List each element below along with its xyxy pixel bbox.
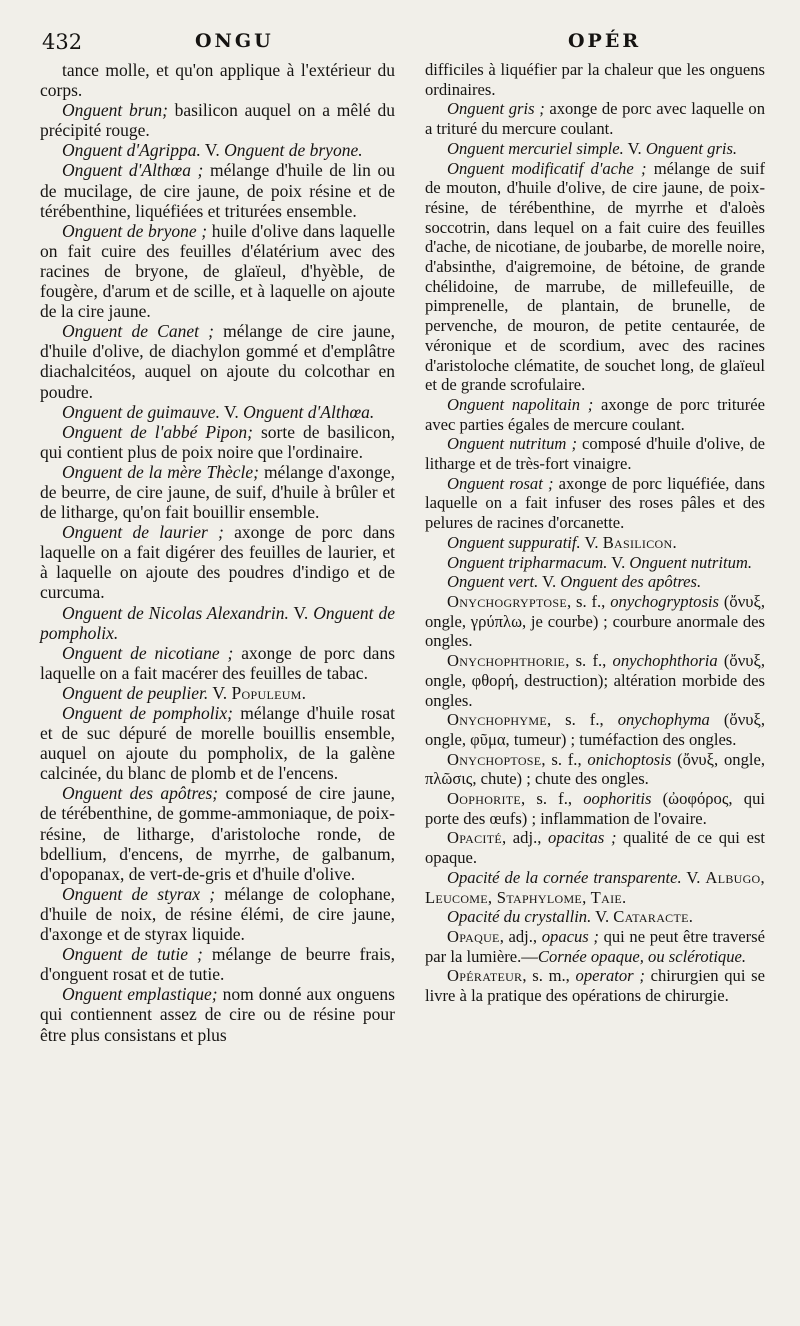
entry-text: mélange de colophane, d'huile de noix, de résine élémi, de cire jaune, d'axonge et de styrax liquide. [40,883,395,945]
entry-text: composé d'huile d'olive, de litharge et de très-fort vinaigre. [425,434,765,474]
dictionary-entry [425,572,765,592]
entry-headword: Onguent vert. [447,572,539,592]
entry-text: V. [591,907,614,927]
dictionary-entry [425,395,765,434]
entry-headword: Onguent de bryone ; [62,220,208,241]
dictionary-entry [425,966,765,1005]
entry-headword: Onguent de peuplier. [62,682,209,703]
dictionary-entry [40,60,395,100]
entry-latin-term: oophoritis [583,789,652,809]
dictionary-entry [425,710,765,749]
running-head-left: ONGU [195,30,274,52]
entry-headword: Onguent mercuriel simple. [447,138,624,158]
entry-headword: Onguent d'Althœa ; [62,160,204,181]
entry-text: axonge de porc triturée avec parties égales de mercure coulant. [425,394,765,434]
dictionary-entry [425,828,765,867]
entry-text: , s. f., [521,789,584,809]
dictionary-entry [40,422,395,462]
entry-headword: Onguent gris ; [447,99,545,119]
dictionary-entry [40,984,395,1044]
entry-text: V. [681,867,706,887]
page-header [40,30,790,60]
entry-headword: Onychogryptose [447,591,567,611]
entry-definition: chirurgien qui se livre à la pratique des opérations de chirurgie. [425,966,765,1006]
entry-text: , s. m., [522,966,576,986]
dictionary-entry [40,643,395,683]
entry-text: V. [538,572,561,592]
entry-definition: (ὄνυξ, ongle, φθορή, destruction); altération morbide des ongles. [425,651,765,710]
entry-text: V. [580,532,603,552]
entry-definition: qualité de ce qui est opaque. [425,828,766,868]
dictionary-entry [425,159,765,395]
entry-text: axonge de porc dans laquelle on a fait digérer des feuilles de laurier, et à laquelle on ajoute des poudres d'indigo et de curcuma. [40,522,395,603]
entry-text: , adj., [501,828,549,848]
entry-text: V. [219,401,244,422]
dictionary-entry [40,944,395,984]
dictionary-entry [40,321,395,401]
entry-headword: Onguent de Canet ; [62,321,214,342]
dictionary-entry [40,522,395,602]
dictionary-entry [40,703,395,783]
entry-text: nom donné aux onguens qui contiennent assez de cire ou de résine pour être plus consistans et plus [40,984,395,1045]
dictionary-entry [425,789,765,828]
entry-text: difficiles à liquéfier par la chaleur que les onguens ordinaires. [425,60,765,99]
page-number: 432 [42,30,83,54]
entry-headword: Onguent emplastique; [62,984,218,1005]
dictionary-entry [425,750,765,789]
entry-text: sorte de basilicon, qui contient plus de poix noire que l'ordinaire. [40,421,395,462]
entry-headword: Onguent de la mère Thècle; [62,461,259,482]
dictionary-entry [40,221,395,321]
entry-cross-reference: Onguent de bryone. [224,140,363,161]
entry-headword: Onguent tripharmacum. [447,552,608,572]
dictionary-entry [40,160,395,220]
entry-text: mélange de beurre frais, d'onguent rosat et de tutie. [40,944,395,985]
entry-headword: Onguent de nicotiane ; [62,642,234,663]
entry-text: mélange d'huile de lin ou de mucilage, de cire jaune, de poix résine et de térébenthine, liquéfiées et triturées ensemble. [40,160,395,221]
entry-headword: Opérateur [447,966,523,986]
entry-text: , s. f., [565,651,613,671]
entry-headword: Onguent de l'abbé Pipon; [62,421,253,442]
entry-definition: (ὄνυξ, ongle, φῦμα, tumeur) ; tuméfaction des ongles. [425,710,765,749]
dictionary-entry [425,434,765,473]
entry-text: V. [607,552,630,572]
entry-headword: Onguent des apôtres; [62,783,219,804]
dictionary-entry [425,651,765,710]
dictionary-entry [425,868,765,907]
entry-headword: Onguent de pompholix; [62,703,234,723]
entry-headword: Onguent suppuratif. [447,532,581,552]
entry-headword: Oophorite [447,789,522,809]
entry-cross-reference: Cataracte. [613,907,694,927]
dictionary-entry [425,553,765,573]
entry-definition: (ὄνυξ, ongle, πλῶσις, chute) ; chute des ongles. [425,749,765,789]
entry-headword: Onguent de styrax ; [62,883,216,904]
dictionary-entry [425,99,765,138]
entry-latin-term: onychophthoria [612,651,718,671]
entry-text: , s. f., [546,710,618,730]
entry-cross-reference: Onguent nutritum. [629,552,753,572]
entry-cross-reference: Basilicon. [602,532,677,552]
entry-text: axonge de porc liquéfiée, dans laquelle on a fait infuser des roses pâles et des pelures de racines d'orcanette. [425,473,765,533]
entry-text: basilicon auquel on a mêlé du précipité rouge. [40,100,395,141]
entry-cross-reference: Onguent gris. [645,138,738,158]
right-column [425,60,765,1006]
entry-cross-reference: Onguent de pompholix. [40,602,395,643]
entry-headword: Onychophthorie [447,651,566,671]
entry-headword: Opacité du crystallin. [447,907,592,927]
entry-headword: Onguent nutritum ; [447,434,577,454]
dictionary-entry [40,783,395,883]
dictionary-entry [425,592,765,651]
entry-headword: Onguent de Nicolas Alexandrin. [62,602,289,623]
entry-text: mélange d'huile rosat et de suc dépuré de morelle bouillis ensemble, auquel on ajoute du pompholix, de la galène calcinée, du blanc de plomb et de l'encens. [40,703,395,784]
dictionary-entry [40,100,395,140]
entry-headword: Onguent napolitain ; [447,394,594,414]
entry-latin-term: operator ; [575,966,645,986]
entry-text: mélange d'axonge, de beurre, de cire jaune, de suif, d'huile à brûler et de litharge, qu'on fait bouillir ensemble. [40,461,395,523]
entry-latin-term: onychogryptosis [610,591,720,611]
entry-headword: Onguent rosat ; [447,473,554,493]
dictionary-entry [425,927,765,966]
entry-text: mélange de suif de mouton, d'huile d'olive, de cire jaune, de poix-résine, de térébenthine, de myrrhe et d'aloès soccotrin, dans lequel on a fait cuire des feuilles d'ache, de nicotiane, de joubarbe, de morelle noire, d'absinthe, d'aigremoine, de bétoine, de grande chélidoine, de marrube, de millefeuille, de pimprenelle, de plantain, de brunelle, de pervenche, de mouron, de petite centaurée, de véronique et de scordium, avec des racines d'aristoloche clématite, de souchet long, de glaïeul et de grande scrofulaire. [425,158,765,395]
entry-headword: Onguent de guimauve. [62,401,220,422]
entry-text: axonge de porc avec laquelle on a trituré du mercure coulant. [425,99,765,139]
entry-text: V. [208,682,232,703]
dictionary-entry [40,884,395,944]
entry-latin-term: opacitas ; [548,828,617,848]
running-head-right: OPÉR [568,30,642,52]
entry-cross-reference: Onguent d'Althœa. [243,401,375,422]
entry-cross-reference: Populeum. [231,682,307,703]
entry-latin-term: opacus ; [541,926,599,946]
entry-text: , adj., [499,926,542,946]
entry-headword: Onguent brun; [62,100,168,121]
entry-latin-term: onychophyma [617,710,710,730]
entry-definition: (ὠοφόρος, qui porte des œufs) ; inflammation de l'ovaire. [425,789,765,828]
entry-cross-reference: Cornée opaque, ou sclérotique. [537,946,747,966]
entry-cross-reference: Albugo, Leucome, Staphylome, Taie. [425,867,765,907]
dictionary-entry [425,60,765,99]
entry-cross-reference: Onguent des apôtres. [560,572,702,592]
entry-headword: Onychophyme [447,710,547,730]
entry-headword: Opaque [447,926,500,946]
entry-text: V. [623,138,646,158]
dictionary-entry [40,462,395,522]
entry-text: axonge de porc dans laquelle on a fait macérer des feuilles de tabac. [40,642,395,683]
dictionary-entry [425,474,765,533]
dictionary-entry [425,533,765,553]
entry-text: mélange de cire jaune, d'huile d'olive, de diachylon gommé et d'emplâtre diachalcitéos, auquel on ajoute du colcothar en poudre. [40,321,395,402]
entry-latin-term: onichoptosis [587,749,672,769]
entry-headword: Onguent de tutie ; [62,944,203,965]
entry-headword: Onguent de laurier ; [62,522,224,543]
left-column [40,60,395,1045]
dictionary-entry [40,140,395,160]
entry-headword: Onguent d'Agrippa. [62,140,201,161]
entry-text: , s. f., [541,749,588,769]
entry-text: , s. f., [566,591,611,611]
entry-text: V. [200,140,225,161]
dictionary-entry [425,907,765,927]
entry-text: huile d'olive dans laquelle on fait cuire des feuilles d'élatérium avec des racines de bryone, de glaïeul, d'hyèble, de fougère, d'arum et de scille, et à laquelle on ajoute de la cire jaune. [40,220,395,322]
entry-headword: Onychoptose [447,749,542,769]
entry-headword: Opacité [447,828,502,848]
entry-headword: Opacité de la cornée transparente. [447,867,682,887]
entry-headword: Onguent modificatif d'ache ; [447,158,647,178]
entry-text: V. [288,602,314,623]
dictionary-entry [40,603,395,643]
entry-definition: qui ne peut être traversé par la lumière.— [425,926,766,966]
entry-text: composé de cire jaune, de térébenthine, de gomme-ammoniaque, de poix-résine, de litharge, d'aristoloche ronde, de bdellium, d'encens, de myrrhe, de galbanum, d'opopanax, de vert-de-gris et d'huile d'olive. [40,783,395,884]
dictionary-entry [40,683,395,703]
entry-definition: (ὄνυξ, ongle, γρύπλω, je courbe) ; courbure anormale des ongles. [425,591,765,651]
dictionary-entry [425,139,765,159]
dictionary-entry [40,402,395,422]
entry-text: tance molle, et qu'on applique à l'extérieur du corps. [40,60,395,101]
